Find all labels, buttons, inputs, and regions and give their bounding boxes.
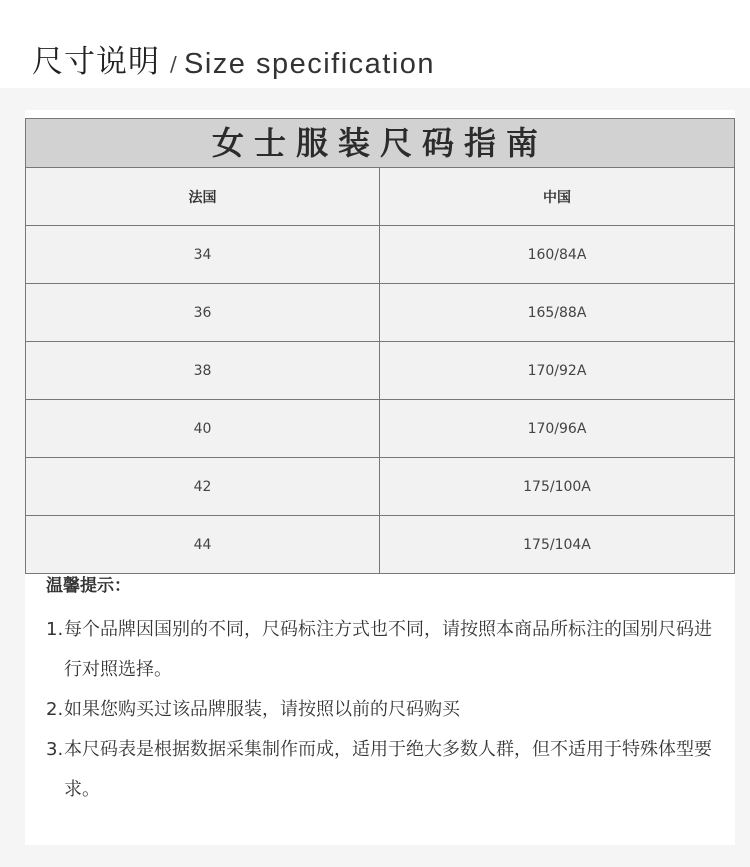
cell-china-size: 170/96A <box>527 420 587 437</box>
table-row <box>26 400 734 458</box>
column-header-china: 中国 <box>543 189 571 206</box>
tips-section <box>46 574 726 810</box>
cell-france-size: 42 <box>26 458 380 515</box>
table-row <box>26 226 734 284</box>
cell-china-size: 175/104A <box>523 536 591 553</box>
table-header-row <box>26 168 734 226</box>
section-title-en: Size specification <box>184 48 436 80</box>
cell-france-size: 44 <box>26 516 380 573</box>
tip-item <box>46 730 726 810</box>
tip-text: 如果您购买过该品牌服装，请按照以前的尺码购买 <box>64 699 460 720</box>
tips-title: 温馨提示： <box>46 576 131 596</box>
tip-text: 本尺码表是根据数据采集制作而成，适用于绝大多数人群，但不适用于特殊体型要求。 <box>64 739 712 800</box>
cell-china-size: 160/84A <box>527 246 587 263</box>
page-header <box>0 0 750 88</box>
tip-text: 每个品牌因国别的不同，尺码标注方式也不同，请按照本商品所标注的国别尺码进行对照选择。 <box>64 619 712 680</box>
cell-france-size: 38 <box>26 342 380 399</box>
cell-china-size: 175/100A <box>523 478 591 495</box>
table-row <box>26 458 734 516</box>
table-row <box>26 342 734 400</box>
section-title-zh: 尺寸说明 <box>32 44 160 80</box>
tip-item <box>46 610 726 690</box>
size-chart-title: 女士服装尺码指南 <box>26 119 734 168</box>
cell-france-size: 34 <box>26 226 380 283</box>
tip-number: 2. <box>46 699 64 720</box>
cell-china-size: 165/88A <box>527 304 587 321</box>
cell-france-size: 36 <box>26 284 380 341</box>
tip-number: 1. <box>46 619 64 640</box>
title-separator: / <box>170 52 177 76</box>
cell-china-size: 170/92A <box>527 362 587 379</box>
table-row <box>26 516 734 573</box>
tip-item <box>46 690 726 730</box>
size-chart-table <box>25 118 735 574</box>
tip-number: 3. <box>46 739 64 760</box>
column-header-france: 法国 <box>26 168 380 225</box>
cell-france-size: 40 <box>26 400 380 457</box>
table-row <box>26 284 734 342</box>
